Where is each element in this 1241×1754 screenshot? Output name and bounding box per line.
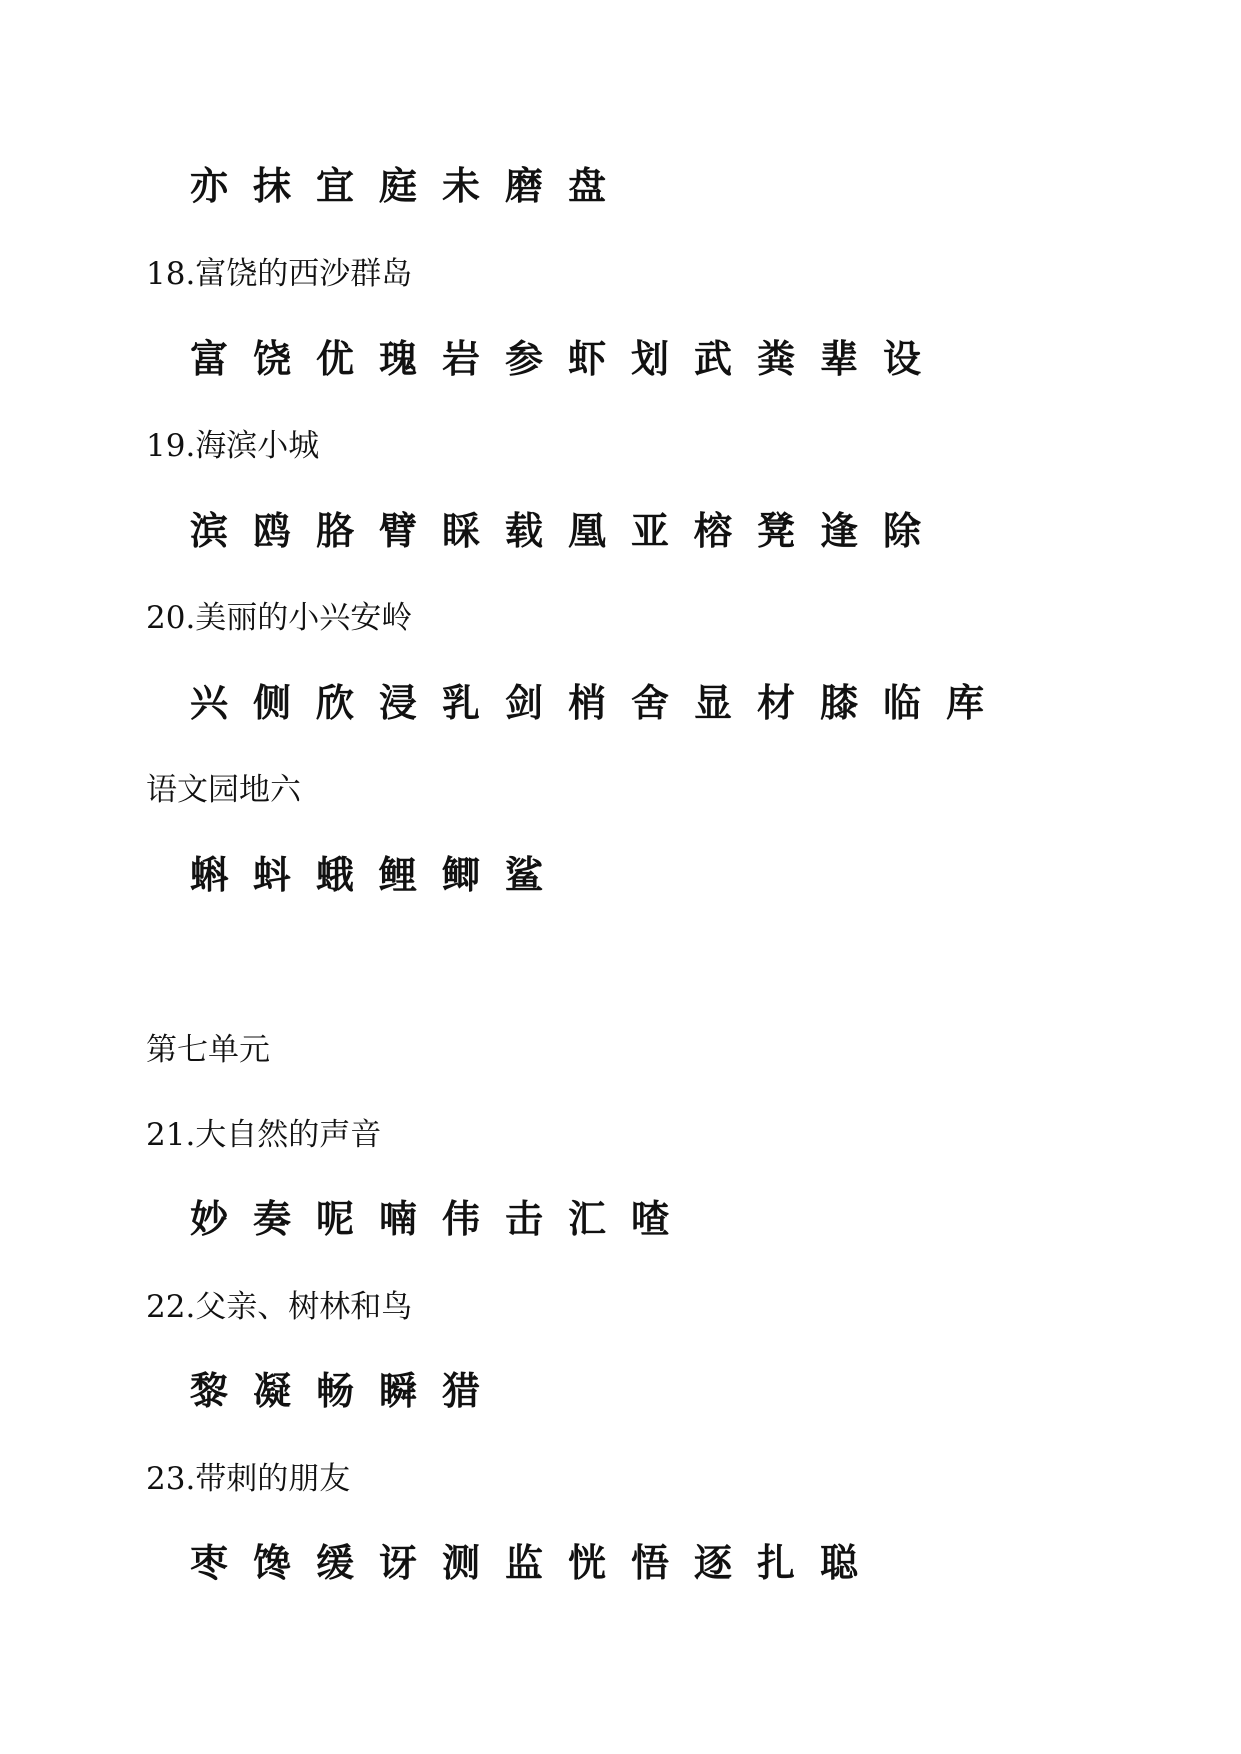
lesson-heading: 19.海滨小城 — [146, 428, 320, 464]
vocab-char: 显 — [694, 680, 733, 725]
vocab-char: 缓 — [316, 1540, 355, 1585]
char-row — [190, 336, 920, 382]
vocab-char: 猎 — [442, 1368, 481, 1413]
char-row — [190, 163, 605, 209]
vocab-char: 喃 — [379, 1196, 418, 1241]
char-row — [190, 508, 920, 554]
vocab-char: 凰 — [568, 508, 607, 553]
vocab-char: 梢 — [568, 680, 607, 725]
vocab-char: 蛾 — [316, 852, 355, 897]
char-row — [190, 680, 983, 726]
vocab-char: 粪 — [757, 336, 796, 381]
vocab-char: 除 — [883, 508, 922, 553]
vocab-char: 馋 — [253, 1540, 292, 1585]
vocab-char: 岩 — [442, 336, 481, 381]
vocab-char: 未 — [442, 163, 481, 208]
vocab-char: 辈 — [820, 336, 859, 381]
vocab-char: 亚 — [631, 508, 670, 553]
vocab-char: 呢 — [316, 1196, 355, 1241]
vocab-char: 监 — [505, 1540, 544, 1585]
vocab-char: 武 — [694, 336, 733, 381]
vocab-char: 讶 — [379, 1540, 418, 1585]
vocab-char: 滨 — [190, 508, 229, 553]
vocab-char: 鸥 — [253, 508, 292, 553]
vocab-char: 瑰 — [379, 336, 418, 381]
vocab-char: 睬 — [442, 508, 481, 553]
vocab-char: 虾 — [568, 336, 607, 381]
vocab-char: 榕 — [694, 508, 733, 553]
vocab-char: 逐 — [694, 1540, 733, 1585]
vocab-char: 临 — [883, 680, 922, 725]
lesson-heading: 23.带刺的朋友 — [146, 1461, 351, 1497]
vocab-char: 聪 — [820, 1540, 859, 1585]
vocab-char: 参 — [505, 336, 544, 381]
vocab-char: 胳 — [316, 508, 355, 553]
vocab-char: 鲨 — [505, 852, 544, 897]
vocab-char: 乳 — [442, 680, 481, 725]
vocab-char: 剑 — [505, 680, 544, 725]
vocab-char: 汇 — [568, 1196, 607, 1241]
vocab-char: 鲤 — [379, 852, 418, 897]
vocab-char: 凳 — [757, 508, 796, 553]
vocab-char: 盘 — [568, 163, 607, 208]
lesson-heading: 21.大自然的声音 — [146, 1117, 382, 1153]
vocab-char: 凝 — [253, 1368, 292, 1413]
vocab-char: 恍 — [568, 1540, 607, 1585]
vocab-char: 扎 — [757, 1540, 796, 1585]
vocab-char: 设 — [883, 336, 922, 381]
lesson-heading: 18.富饶的西沙群岛 — [146, 256, 413, 292]
vocab-char: 庭 — [379, 163, 418, 208]
vocab-char: 材 — [757, 680, 796, 725]
vocab-char: 亦 — [190, 163, 229, 208]
vocab-char: 畅 — [316, 1368, 355, 1413]
vocab-char: 侧 — [253, 680, 292, 725]
vocab-char: 妙 — [190, 1196, 229, 1241]
vocab-char: 富 — [190, 336, 229, 381]
vocab-char: 欣 — [316, 680, 355, 725]
vocab-char: 划 — [631, 336, 670, 381]
vocab-char: 兴 — [190, 680, 229, 725]
vocab-char: 奏 — [253, 1196, 292, 1241]
vocab-char: 击 — [505, 1196, 544, 1241]
lesson-heading: 20.美丽的小兴安岭 — [146, 600, 413, 636]
char-row — [190, 852, 542, 898]
vocab-char: 载 — [505, 508, 544, 553]
vocab-char: 伟 — [442, 1196, 481, 1241]
vocab-char: 鲫 — [442, 852, 481, 897]
vocab-char: 测 — [442, 1540, 481, 1585]
vocab-char: 悟 — [631, 1540, 670, 1585]
lesson-heading: 语文园地六 — [146, 772, 301, 808]
char-row — [190, 1196, 668, 1242]
vocab-char: 逢 — [820, 508, 859, 553]
vocab-char: 抹 — [253, 163, 292, 208]
vocab-char: 蝌 — [190, 852, 229, 897]
lesson-heading: 22.父亲、树林和鸟 — [146, 1289, 413, 1325]
vocab-char: 喳 — [631, 1196, 670, 1241]
vocab-char: 舍 — [631, 680, 670, 725]
vocab-char: 蚪 — [253, 852, 292, 897]
vocab-char: 优 — [316, 336, 355, 381]
vocab-char: 瞬 — [379, 1368, 418, 1413]
vocab-char: 宜 — [316, 163, 355, 208]
vocab-char: 黎 — [190, 1368, 229, 1413]
char-row — [190, 1368, 479, 1414]
vocab-char: 臂 — [379, 508, 418, 553]
vocab-char: 膝 — [820, 680, 859, 725]
vocab-char: 饶 — [253, 336, 292, 381]
unit-heading: 第七单元 — [146, 1032, 270, 1068]
vocab-char: 磨 — [505, 163, 544, 208]
char-row — [190, 1540, 857, 1586]
vocab-char: 枣 — [190, 1540, 229, 1585]
vocab-char: 浸 — [379, 680, 418, 725]
vocab-char: 库 — [946, 680, 985, 725]
